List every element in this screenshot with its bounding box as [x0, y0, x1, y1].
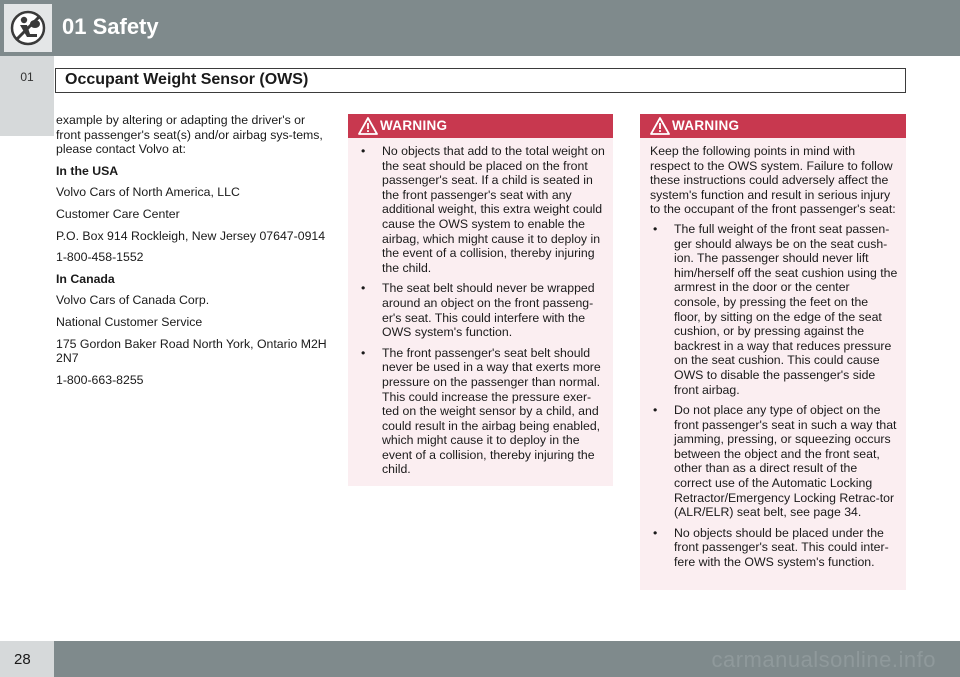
- warning-header: [348, 114, 613, 138]
- warning-body: [640, 138, 906, 584]
- bullet-text: No objects that add to the total weight on the seat should be placed on the front passenger's seat. If a child is seated in the front passenger's seat with any additional weight, this extra weight could cause the OWS system to enable the airbag, which might cause it to deploy in the event of a collision, thereby injuring the child.: [382, 144, 605, 275]
- warning-label: WARNING: [380, 118, 448, 133]
- warning-triangle-icon: [358, 117, 378, 135]
- side-tab-label: 01: [20, 70, 34, 84]
- bullet-text: The front passenger's seat belt should never be used in a way that exerts more pressure on the passenger than normal. This could increase the pressure exer-ted on the weight sensor by a child, and could result in the airbag being enabled, which might cause it to deploy in the event of a collision, thereby injuring the child.: [382, 345, 601, 477]
- footer-bar: [0, 641, 960, 677]
- watermark: carmanualsonline.info: [711, 647, 936, 672]
- chapter-title: 01 Safety: [62, 14, 159, 39]
- list-item: • No objects that add to the total weight on the seat should be placed on the front passenger's seat. If a child is seated in the front passenger's seat with any additional weight, this extra weight could cause the OWS system to enable the airbag, which might cause it to deploy in the event of a collision, thereby injuring the child.: [361, 144, 605, 275]
- canada-line: Volvo Cars of Canada Corp.: [56, 293, 210, 308]
- usa-line: P.O. Box 914 Rockleigh, New Jersey 07647-0914: [56, 228, 326, 243]
- usa-line: Customer Care Center: [56, 206, 180, 221]
- warning-box-2: [640, 114, 906, 590]
- canada-line: National Customer Service: [56, 314, 203, 329]
- warning-header: [640, 114, 906, 138]
- volvo-airbag-logo-icon: [4, 4, 52, 52]
- intro-paragraph: example by altering or adapting the driver's or front passenger's seat(s) and/or airbag sys-tems, please contact Volvo at:: [56, 113, 323, 157]
- canada-line: 1-800-663-8255: [56, 372, 144, 387]
- list-item: • The front passenger's seat belt should never be used in a way that exerts more pressure on the passenger than normal. This could increase the pressure exer-ted on the weight sensor by a child, and could result in the airbag being enabled, which might cause it to deploy in the event of a collision, thereby injuring the child.: [361, 345, 601, 477]
- page-number: 28: [14, 651, 31, 668]
- usa-heading: In the USA: [56, 163, 119, 178]
- warning-box-1: [348, 114, 613, 486]
- contact-column: [56, 113, 328, 394]
- bullet-text: The full weight of the front seat passen-ger should always be on the seat cush-ion. The passenger should never lift him/herself off the seat cushion using the armrest in the door or the center console, by pressing the feet on the floor, by sitting on the edge of the seat cushion, or by pressing against the backrest in a way that reduces pressure on the seat cushion. This could cause OWS to disable the passenger's side front airbag.: [674, 221, 898, 397]
- side-tab: [0, 56, 54, 136]
- list-item: • The full weight of the front seat passen-ger should always be on the seat cush-ion. The passenger should never lift him/herself off the seat cushion using the armrest in the door or the center console, by pressing the feet on the floor, by sitting on the edge of the seat cushion, or by pressing against the backrest in a way that reduces pressure on the seat cushion. This could cause OWS to disable the passenger's side front airbag.: [653, 221, 898, 397]
- warning-intro: Keep the following points in mind with respect to the OWS system. Failure to follow these instructions could adversely affect the system's function and result in serious injury to the occupant of the front passenger's seat:: [650, 144, 896, 217]
- warning-label: WARNING: [672, 118, 740, 133]
- warning-triangle-icon: [650, 117, 670, 135]
- bullet-text: Do not place any type of object on the front passenger's seat in such a way that jamming, pressing, or squeezing occurs between the object and the front seat, other than as a direct result of the correct use of the Automatic Locking Retractor/Emergency Locking Retrac-tor (ALR/ELR) seat belt, see page 34.: [674, 403, 897, 520]
- bullet-text: The seat belt should never be wrapped around an object on the front passeng-er's seat. This could interfere with the OWS system's function.: [382, 281, 595, 340]
- usa-line: 1-800-458-1552: [56, 250, 144, 265]
- list-item: • No objects should be placed under the front passenger's seat. This could inter-fere with the OWS system's function.: [653, 525, 889, 570]
- canada-line: 175 Gordon Baker Road North York, Ontario M2H 2N7: [56, 336, 327, 366]
- list-item: • The seat belt should never be wrapped around an object on the front passeng-er's seat. This could interfere with the OWS system's function.: [361, 281, 595, 340]
- section-title: Occupant Weight Sensor (OWS): [65, 71, 309, 88]
- usa-line: Volvo Cars of North America, LLC: [56, 185, 240, 200]
- bullet-text: No objects should be placed under the front passenger's seat. This could inter-fere with the OWS system's function.: [674, 525, 889, 570]
- warning-body: [348, 138, 613, 491]
- header-bar: [0, 0, 960, 56]
- list-item: • Do not place any type of object on the front passenger's seat in such a way that jamming, pressing, or squeezing occurs between the object and the front seat, other than as a direct result of the correct use of the Automatic Locking Retractor/Emergency Locking Retrac-tor (ALR/ELR) seat belt, see page 34.: [653, 403, 897, 520]
- canada-heading: In Canada: [56, 271, 115, 286]
- footer-page-tab: [0, 641, 54, 677]
- section-title-box: [55, 68, 906, 93]
